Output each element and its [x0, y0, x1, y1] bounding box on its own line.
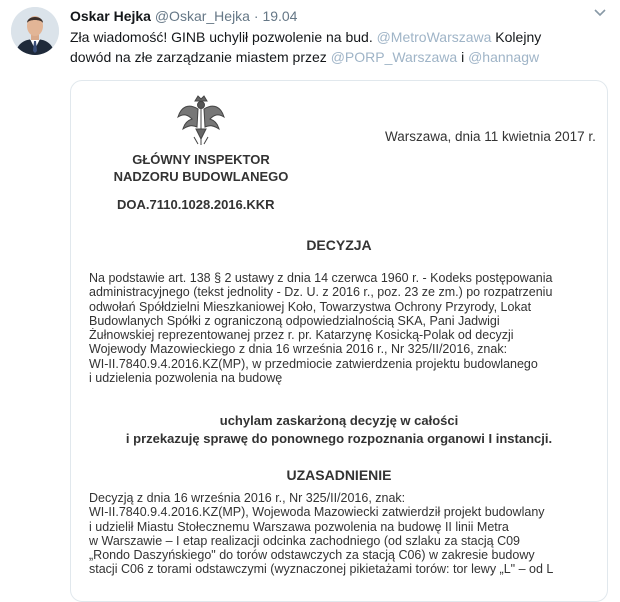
paragraph-line: i udzielił Miastu Stołecznemu Warszawa pozwolenia na budowę II linii Metra — [89, 519, 509, 534]
tweet-text — [70, 27, 610, 67]
justification-heading: UZASADNIENIE — [286, 467, 392, 483]
paragraph-line: WI-II.7840.9.4.2016.KZ(MP), Wojewoda Mazowiecki zatwierdził projekt budowlany — [89, 505, 545, 520]
institution-line: NADZORU BUDOWLANEGO — [113, 169, 289, 184]
paragraph-line: odwołań Spółdzielni Mieszkaniowej Koło, Towarzystwa Ochrony Przyrody, Lokat — [89, 299, 532, 314]
chevron-down-icon[interactable] — [594, 6, 606, 20]
mention-link[interactable]: @MetroWarszawa — [376, 29, 492, 45]
tweet-date[interactable]: 19.04 — [262, 8, 298, 24]
paragraph-line: stacji C06 z torami odstawczymi (wyznaczonej pikietażami torów: tor lewy „L" – od L — [89, 562, 554, 577]
tweet-text-part: Kolejny — [491, 29, 542, 45]
tweet-text-part: i — [457, 49, 469, 65]
mention-link[interactable]: @PORP_Warszawa — [330, 49, 458, 65]
tweet-text-part: Zła wiadomość! GINB uchylił pozwolenie na bud. — [70, 29, 377, 45]
paragraph-line: w Warszawie – I etap realizacji odcinka zachodniego (od szlaku za stacją C09 — [89, 533, 520, 548]
justification-paragraph — [89, 491, 597, 577]
paragraph-line: WI-II.7840.9.4.2016.KZ(MP), w przedmiocie zatwierdzenia projektu budowlanego — [89, 356, 538, 371]
reference-number: DOA.7110.1028.2016.KKR — [117, 197, 275, 212]
separator-dot: · — [253, 8, 259, 24]
attached-image[interactable] — [70, 80, 608, 602]
author-handle[interactable]: @Oskar_Hejka — [154, 8, 250, 24]
institution-name — [111, 151, 291, 185]
paragraph-line: administracyjnego (tekst jednolity - Dz. U. z 2016 r., poz. 23 ze zm.) po rozpatrzeniu — [89, 285, 553, 300]
paragraph-line: Budowlanych Spółki z ograniczoną odpowiedzialnością SKA, Pani Jadwigi — [89, 313, 500, 328]
avatar-photo — [11, 7, 59, 55]
document-scan — [71, 81, 607, 601]
mention-link[interactable]: @hannagw — [468, 49, 540, 65]
paragraph-line: Na podstawie art. 138 § 2 ustawy z dnia 14 czerwca 1960 r. - Kodeks postępowania — [89, 271, 553, 285]
avatar[interactable] — [11, 7, 59, 55]
place-date: Warszawa, dnia 11 kwietnia 2017 r. — [385, 129, 596, 144]
decision-paragraph — [89, 271, 597, 385]
paragraph-line: Żułnowskiej reprezentowanej przez r. pr. Katarzynę Kosicką-Polak od decyzji — [89, 328, 514, 343]
paragraph-line: „Rondo Daszyńskiego" do torów odstawczych za stacją C06) w zakresie budowy — [89, 548, 535, 563]
paragraph-line: i udzielenia pozwolenia na budowę — [89, 371, 283, 386]
institution-line: GŁÓWNY INSPEKTOR — [132, 152, 270, 167]
polish-eagle-emblem — [174, 93, 228, 147]
ruling-line: uchylam zaskarżoną decyzję w całości — [219, 413, 459, 428]
paragraph-line: Decyzją z dnia 16 września 2016 r., Nr 325/II/2016, znak: — [89, 491, 406, 505]
ruling — [71, 412, 607, 448]
paragraph-line: Wojewody Mazowieckiego z dnia 16 września 2016 r., Nr 325/II/2016, znak: — [89, 342, 508, 357]
tweet-header — [70, 7, 297, 25]
tweet-text-part: dowód na złe zarządzanie miastem przez — [70, 49, 331, 65]
author-name[interactable]: Oskar Hejka — [70, 8, 151, 24]
ruling-line: i przekazuję sprawę do ponownego rozpoznania organowi I instancji. — [125, 431, 553, 446]
decision-heading: DECYZJA — [306, 237, 372, 253]
